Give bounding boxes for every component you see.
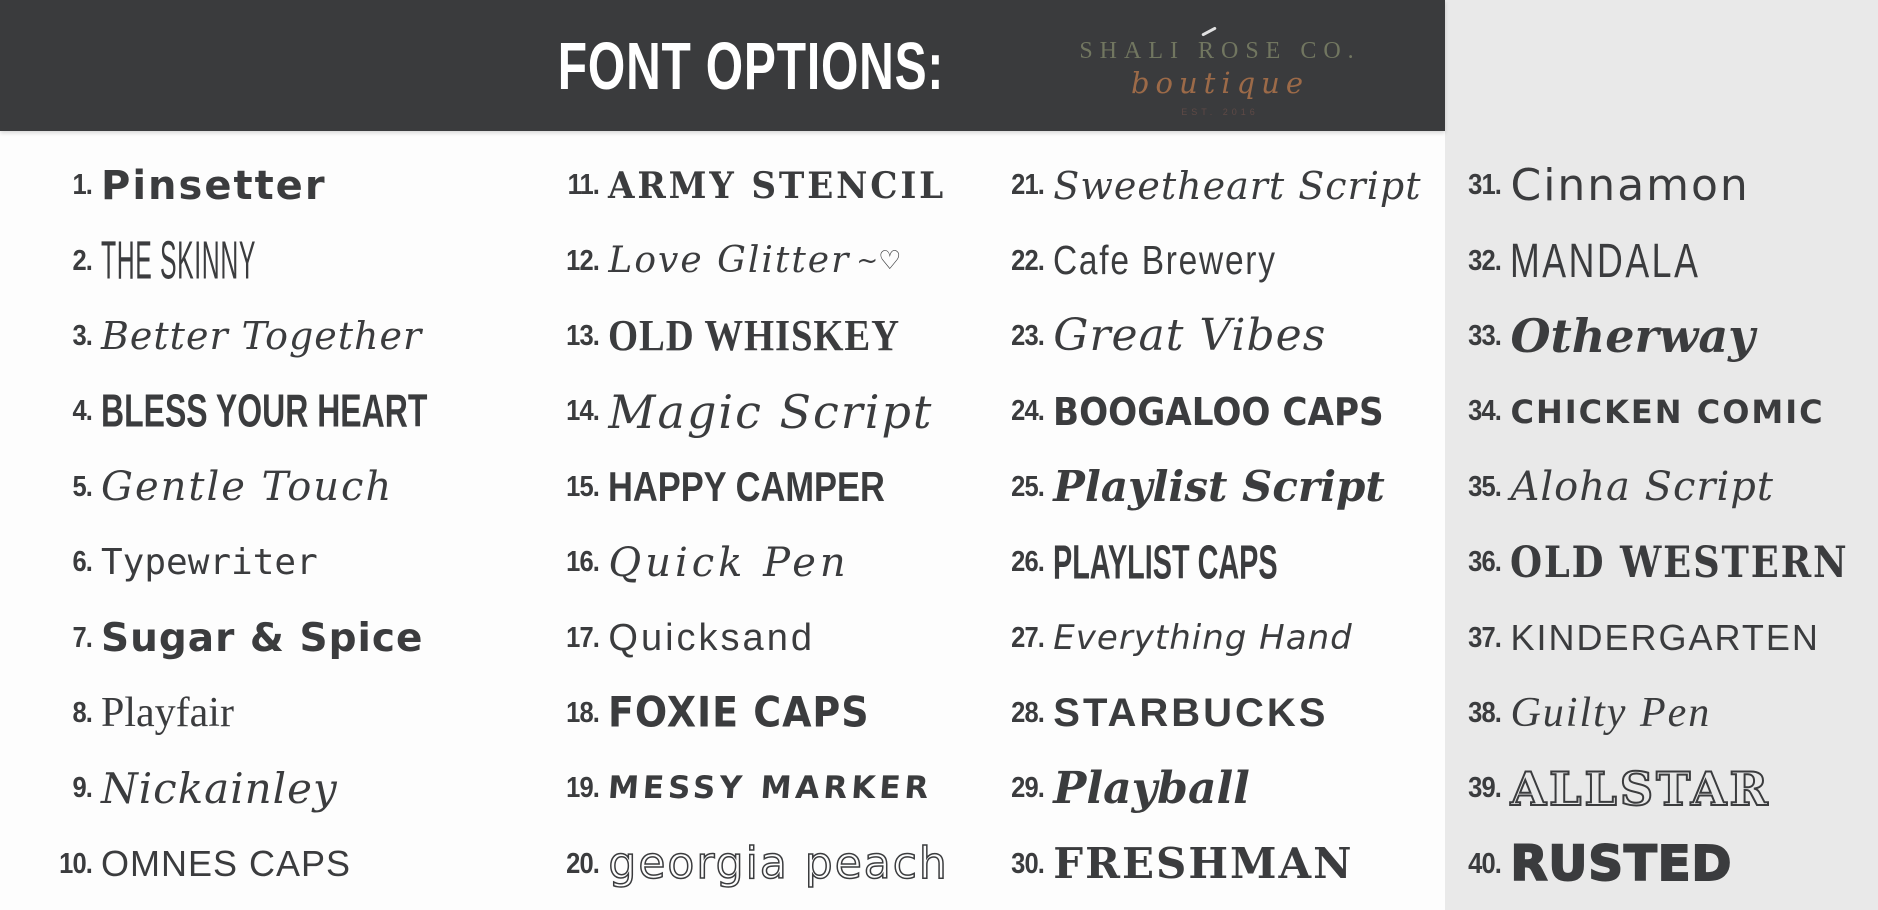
font-list-item <box>1447 309 1878 364</box>
font-list-column-2 <box>545 148 964 902</box>
font-name-sample: FOXIE CAPS <box>608 689 870 738</box>
font-list-item <box>545 539 964 586</box>
font-name-sample: OMNES CAPS <box>101 843 352 885</box>
font-number: 38. <box>1468 696 1502 729</box>
font-list-item <box>545 384 964 439</box>
font-name-sample: Magic Script <box>608 384 934 439</box>
font-list-item <box>545 240 964 282</box>
font-name-sample: Gentle Touch <box>101 464 394 511</box>
font-list-column-3 <box>990 148 1421 902</box>
font-name-sample: MANDALA <box>1510 233 1701 288</box>
font-name-sample: Quick Pen <box>608 539 850 586</box>
font-name-sample: Otherway <box>1510 309 1755 364</box>
font-number: 7. <box>72 621 92 654</box>
font-number: 26. <box>1011 546 1045 579</box>
font-list-item <box>1447 233 1878 288</box>
font-name-sample: OLD WHISKEY <box>608 311 901 361</box>
logo-established: EST. 2016 <box>1181 107 1259 117</box>
font-list-column-1 <box>38 148 519 902</box>
font-list-item <box>1447 690 1878 737</box>
font-name-sample: Nickainley <box>101 763 338 813</box>
font-number: 31. <box>1468 169 1502 202</box>
font-list-item <box>545 838 964 890</box>
font-name-sample: PLAYLIST CAPS <box>1053 536 1278 590</box>
font-name-sample: Playfair <box>101 690 234 737</box>
font-number: 27. <box>1011 621 1045 654</box>
font-list-item <box>990 618 1421 659</box>
font-name-sample: OLD WESTERN <box>1510 536 1849 588</box>
font-name-sample: Playlist Script <box>1053 462 1385 512</box>
font-name-sample: BLESS YOUR HEART <box>101 385 428 438</box>
font-list-item <box>1447 761 1878 816</box>
font-number: 1. <box>72 169 92 202</box>
font-list-item <box>990 536 1421 590</box>
font-name-sample: HAPPY CAMPER <box>608 463 886 511</box>
font-number: 10. <box>59 847 92 880</box>
font-number: 8. <box>72 696 92 729</box>
font-name-sample: Cafe Brewery <box>1053 238 1277 284</box>
font-number: 29. <box>1011 772 1045 805</box>
font-name-sample: Guilty Pen <box>1510 690 1712 737</box>
logo-brand-name: SHALI ROSE CO. <box>1079 38 1361 64</box>
font-list-item <box>545 463 964 511</box>
logo-subtitle: boutique <box>1130 66 1310 100</box>
font-number: 28. <box>1011 696 1045 729</box>
font-number: 34. <box>1468 395 1502 428</box>
font-name-sample: Quicksand <box>608 617 815 660</box>
font-list-item <box>545 689 964 738</box>
font-name-sample: KINDERGARTEN <box>1510 617 1820 659</box>
font-list-item <box>990 691 1421 736</box>
font-name-sample: Everything Hand <box>1053 618 1353 659</box>
font-list-item <box>1447 617 1878 659</box>
font-list-item <box>38 314 519 359</box>
brand-logo <box>1065 24 1375 117</box>
font-list-item <box>1447 536 1878 588</box>
font-number: 15. <box>566 470 600 503</box>
font-number: 12. <box>566 244 600 277</box>
font-name-sample: ARMY STENCIL <box>608 164 947 207</box>
font-list-item <box>990 462 1421 512</box>
font-number: 21. <box>1011 169 1045 202</box>
font-name-sample: STARBUCKS <box>1053 691 1329 736</box>
font-number: 32. <box>1468 244 1502 277</box>
font-list-item <box>545 772 964 805</box>
font-list-item <box>990 163 1422 208</box>
font-name-sample: BOOGALOO CAPS <box>1053 389 1384 434</box>
font-list-item <box>990 389 1421 434</box>
font-number: 2. <box>72 244 92 277</box>
font-name-sample: ALLSTAR <box>1510 761 1771 816</box>
font-number: 14. <box>566 395 600 428</box>
font-list-item <box>38 843 519 885</box>
font-name-sample: Great Vibes <box>1053 310 1327 362</box>
font-list-item <box>1447 159 1878 211</box>
font-name-sample: Love Glitter <box>608 240 851 282</box>
font-name-sample: Sugar & Spice <box>101 615 424 661</box>
font-name-sample: Pinsetter <box>101 162 327 209</box>
font-list-item <box>38 690 519 737</box>
font-number: 39. <box>1468 772 1502 805</box>
font-number: 6. <box>72 546 92 579</box>
font-number: 35. <box>1468 470 1502 503</box>
font-list-item <box>990 762 1421 814</box>
font-number: 24. <box>1011 395 1045 428</box>
font-list <box>38 148 1849 902</box>
font-number: 40. <box>1468 847 1502 880</box>
font-name-sample: Cinnamon <box>1510 159 1750 211</box>
font-number: 11. <box>567 169 600 202</box>
font-name-sample: Sweetheart Script <box>1053 163 1422 208</box>
logo-sparkle-icon <box>1201 26 1217 36</box>
font-list-item <box>38 615 519 661</box>
font-name-sample: Better Together <box>101 314 423 359</box>
header-bar <box>0 0 1445 131</box>
font-name-sample: Typewriter <box>101 541 318 583</box>
font-list-item <box>545 164 964 207</box>
font-list-item <box>1447 464 1878 511</box>
font-number: 23. <box>1011 319 1045 352</box>
font-number: 16. <box>566 546 600 579</box>
font-name-sample: RUSTED <box>1510 836 1733 893</box>
font-number: 9. <box>72 772 92 805</box>
font-name-sample: georgia peach <box>608 838 949 890</box>
font-list-item <box>38 231 519 291</box>
font-number: 25. <box>1011 470 1045 503</box>
font-number: 37. <box>1468 621 1502 654</box>
font-name-sample: MESSY MARKER <box>607 770 935 807</box>
font-name-sample: THE SKINNY <box>101 231 257 291</box>
font-list-item <box>38 464 519 511</box>
font-number: 30. <box>1011 847 1045 880</box>
font-number: 4. <box>72 395 92 428</box>
font-list-item <box>1447 392 1878 431</box>
font-list-item <box>545 311 964 361</box>
font-name-sample: FRESHMAN <box>1053 839 1354 889</box>
font-list-item <box>1447 836 1878 893</box>
font-number: 17. <box>566 621 600 654</box>
font-number: 36. <box>1468 546 1502 579</box>
heart-flourish-icon: ~♡ <box>856 246 902 277</box>
font-number: 5. <box>72 470 92 503</box>
font-number: 33. <box>1468 319 1502 352</box>
font-name-sample: CHICKEN COMIC <box>1510 392 1825 431</box>
font-list-item <box>38 763 519 813</box>
font-list-item <box>990 310 1421 362</box>
font-number: 13. <box>566 319 600 352</box>
font-list-column-4 <box>1447 148 1878 902</box>
font-name-sample: Playball <box>1053 762 1250 814</box>
font-number: 18. <box>566 696 600 729</box>
page-title: FONT OPTIONS: <box>558 27 945 104</box>
font-list-item <box>38 162 519 209</box>
font-number: 3. <box>72 319 92 352</box>
font-list-item <box>545 617 964 660</box>
font-list-item <box>990 238 1421 284</box>
font-number: 19. <box>566 772 600 805</box>
font-name-sample: Aloha Script <box>1510 464 1774 511</box>
font-list-item <box>38 385 519 438</box>
font-list-item <box>990 839 1421 889</box>
font-list-item <box>38 541 519 583</box>
font-number: 22. <box>1011 244 1045 277</box>
font-number: 20. <box>566 847 600 880</box>
